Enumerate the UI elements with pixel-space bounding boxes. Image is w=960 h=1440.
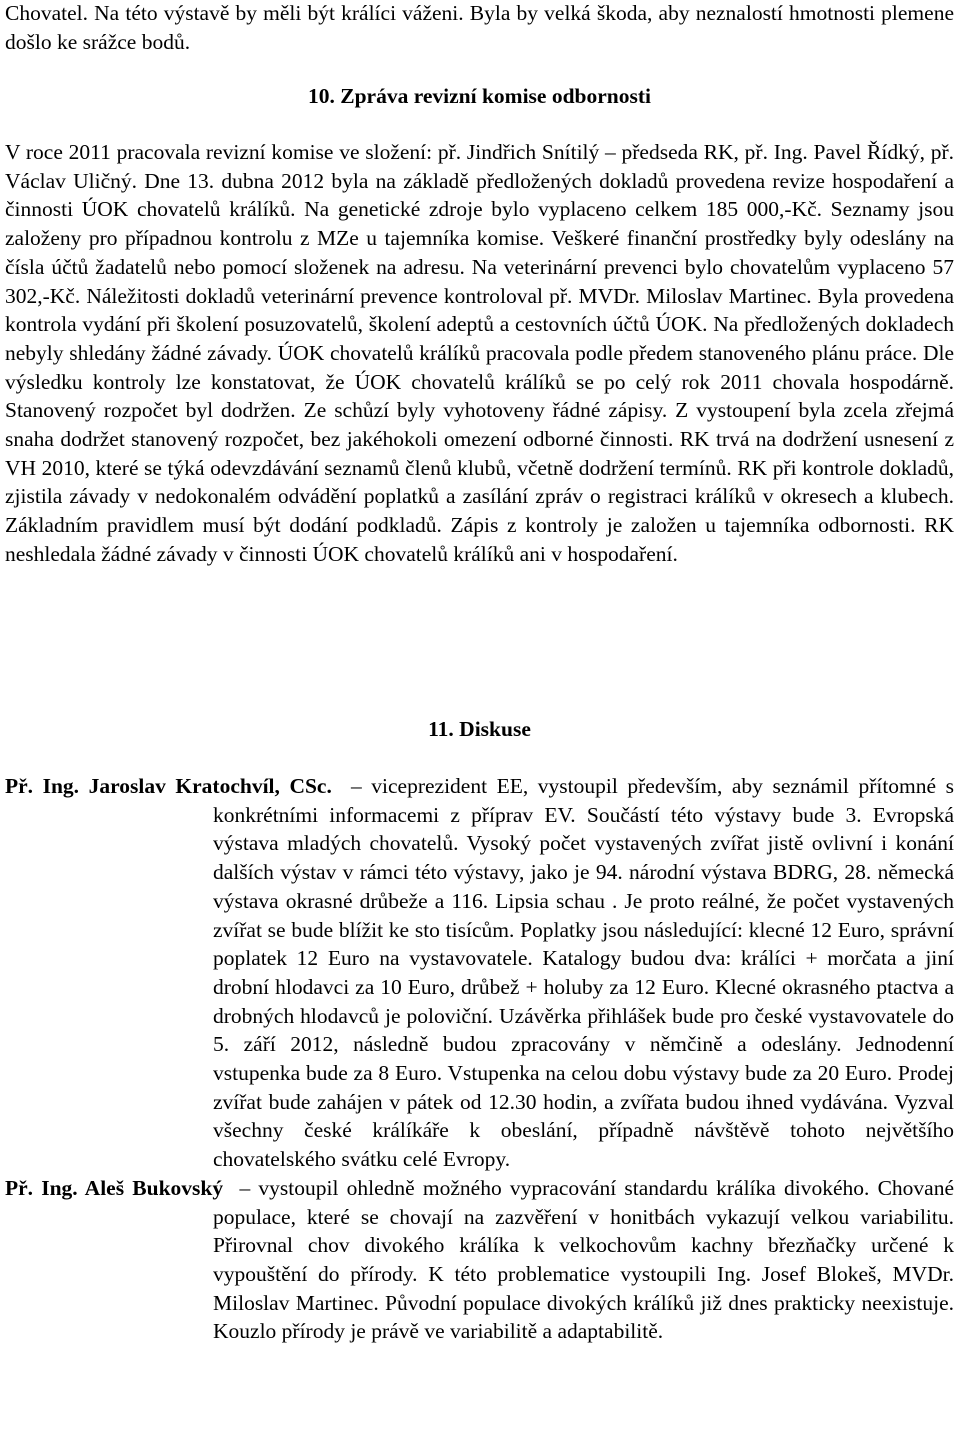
intro-paragraph: Chovatel. Na této výstavě by měli být králíci váženi. Byla by velká škoda, aby neznalostí hmotnosti plemene došlo ke srážce bodů. [5,1,954,54]
speaker-name: Př. Ing. Aleš Bukovský [5,1175,224,1200]
speaker-entry [5,772,954,1174]
section-10-body: V roce 2011 pracovala revizní komise ve složení: př. Jindřich Snítilý – předseda RK, př. Ing. Pavel Řídký, př. Václav Uličný. Dne 13. dubna 2012 byla na základě předložených dokladů provedena revize hospodaření a činnosti ÚOK chovatelů králíků. Na genetické zdroje bylo vyplaceno celkem 185 000,-Kč. Seznamy jsou založeny pro případnou kontrolu z MZe u tajemníka komise. Veškeré finanční prostředky byly odeslány na čísla účtů žadatelů nebo pomocí složenek na adresu. Na veterinární prevenci bylo chovatelům vyplaceno 57 302,-Kč. Náležitosti dokladů veterinární prevence kontroloval př. MVDr. Miloslav Martinec. Byla provedena kontrola vydání při školení posuzovatelů, školení adeptů a cestovních účtů ÚOK. Na předložených dokladech nebyly shledány žádné závady. ÚOK chovatelů králíků pracovala podle předem stanoveného plánu práce. Dle výsledku kontroly lze konstatovat, že ÚOK chovatelů králíků se po celý rok 2011 chovala hospodárně. Stanovený rozpočet byl dodržen. Ze schůzí byly vyhotoveny řádné zápisy. Z vystoupení byla zcela zřejmá snaha dodržet stanovený rozpočet, bez jakéhokoli omezení odborné činnosti. RK trvá na dodržení usnesení z VH 2010, které se týká odevzdávání seznamů členů klubů, včetně dodržení termínů. RK při kontrole dokladů, zjistila závady v nedokonalém odvádění poplatků a zasílání zpráv o registraci králíků v okresech a klubech. Základním pravidlem musí být dodání podkladů. Zápis z kontroly je založen u tajemníka odbornosti. RK neshledala žádné závady v činnosti ÚOK chovatelů králíků ani v hospodaření. [5,140,954,566]
speaker-name: Př. Ing. Jaroslav Kratochvíl, CSc. [5,774,332,798]
section-11-heading: 11. Diskuse [428,717,531,741]
speaker-text: – viceprezident EE, vystoupil především, aby seznámil přítomné s konkrétními informacemi z příprav EV. Součástí této výstavy bude 3. Evropská výstava mladých chovatelů. Vysoký počet vystavených zvířat jistě ovlivní i konání dalších výstav v rámci této výstavy, jako je 94. národní výstava BDRG, 28. německá výstava okrasné drůbeže a 116. Lipsia schau . Je proto reálné, že počet vystavených zvířat se bude blížit ke sto tisícům. Poplatky jsou následující: klecné 12 Euro, správní poplatek 12 Euro na vystavovatele. Katalogy budou dva: králíci + morčata a jiní drobní hlodavci za 10 Euro, drůbež + holuby za 12 Euro. Klecné okrasného ptactva a drobných hlodavců je poloviční. Uzávěrka přihlášek bude pro české vystavovatele do 5. září 2012, následně budou zpracovány v němčině a odeslány. Jednodenní vstupenka bude za 8 Euro. Vstupenka na celou dobu výstavy bude za 20 Euro. Prodej zvířat bude zahájen v pátek od 12.30 hodin, a zvířata budou ihned vydávána. Vyzval všechny české králíkáře k obeslání, případně návštěvě tohoto největšího chovatelského svátku celé Evropy. [213,774,954,1172]
speaker-entry [5,1174,954,1346]
section-10-heading: 10. Zpráva revizní komise odbornosti [307,84,652,108]
speaker-text: – vystoupil ohledně možného vypracování standardu králíka divokého. Chované populace, které se chovají na zazvěření v honitbách vykazují velkou variabilitu. Přirovnal chov divokého králíka k velkochovům kachny březňačky určené k vypouštění do přírody. K této problematice vystoupili Ing. Josef Blokeš, MVDr. Miloslav Martinec. Původní populace divokých králíků již dnes prakticky neexistuje. Kouzlo přírody je právě ve variabilitě a adaptabilitě. [213,1175,955,1344]
speaker-list [5,772,954,1346]
